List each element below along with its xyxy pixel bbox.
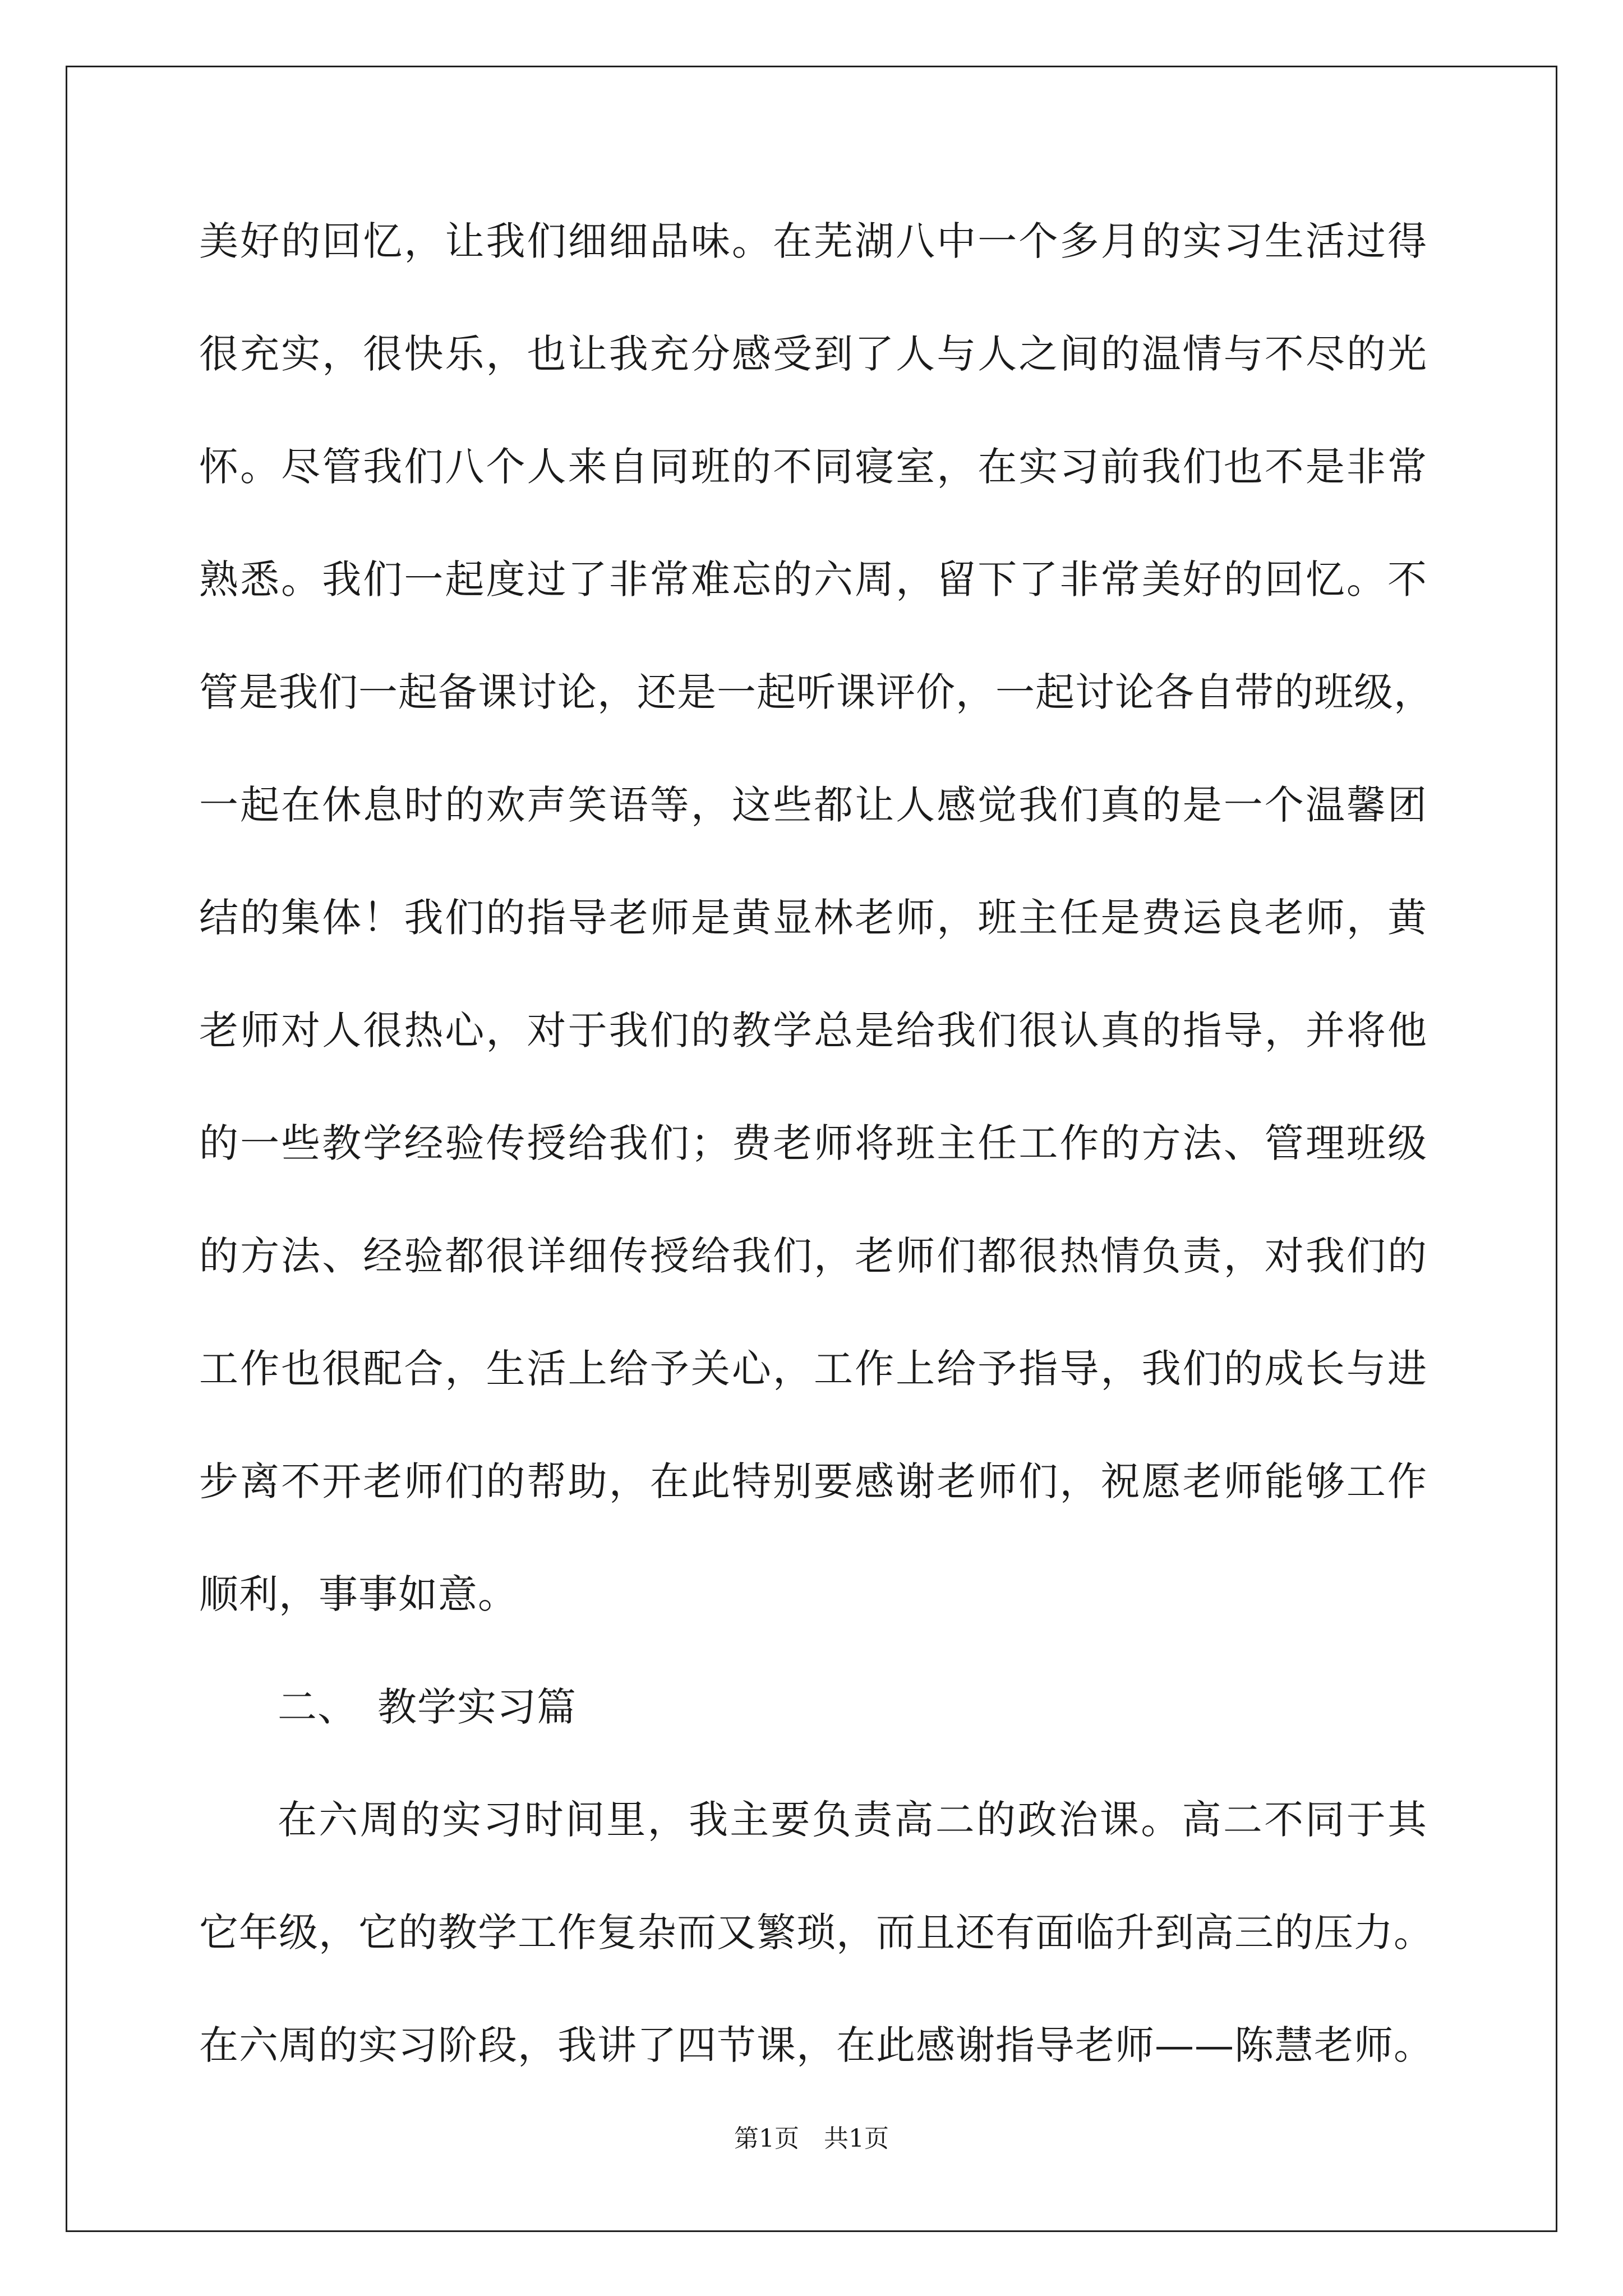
paragraph-line: 美好的回忆，让我们细细品味。在芜湖八中一个多月的实习生活过得: [199, 218, 1427, 264]
paragraph-line: 很充实，很快乐，也让我充分感受到了人与人之间的温情与不尽的光: [199, 331, 1427, 377]
paragraph-line: 步离不开老师们的帮助，在此特别要感谢老师们，祝愿老师能够工作: [199, 1458, 1427, 1504]
paragraph-line: 它年级，它的教学工作复杂而又繁琐，而且还有面临升到高三的压力。: [199, 1910, 1433, 1955]
paragraph-line: 的一些教学经验传授给我们；费老师将班主任工作的方法、管理班级: [199, 1120, 1427, 1166]
paragraph-line: 熟悉。我们一起度过了非常难忘的六周，留下了非常美好的回忆。不: [199, 556, 1427, 602]
paragraph-line: 顺利，事事如意。: [199, 1571, 518, 1617]
paragraph-line: 的方法、经验都很详细传授给我们，老师们都很热情负责，对我们的: [199, 1233, 1427, 1279]
section-heading: 二、 教学实习篇: [278, 1684, 577, 1730]
page-number-footer: 第1页 共1页: [734, 2124, 889, 2153]
paragraph-line: 工作也很配合，生活上给予关心，工作上给予指导，我们的成长与进: [199, 1346, 1427, 1392]
paragraph-line: 老师对人很热心，对于我们的教学总是给我们很认真的指导，并将他: [199, 1007, 1427, 1053]
paragraph-line: 怀。尽管我们八个人来自同班的不同寝室，在实习前我们也不是非常: [199, 444, 1427, 490]
paragraph-line: 在六周的实习时间里，我主要负责高二的政治课。高二不同于其: [278, 1797, 1427, 1843]
paragraph-line: 管是我们一起备课讨论，还是一起听课评价，一起讨论各自带的班级，: [199, 669, 1433, 715]
paragraph-line: 一起在休息时的欢声笑语等，这些都让人感觉我们真的是一个温馨团: [199, 782, 1427, 828]
document-body: [199, 213, 1433, 2130]
paragraph-line: 在六周的实习阶段，我讲了四节课，在此感谢指导老师——陈慧老师。: [199, 2022, 1433, 2068]
paragraph-line: 结的集体！我们的指导老师是黄显林老师，班主任是费运良老师，黄: [199, 895, 1427, 941]
